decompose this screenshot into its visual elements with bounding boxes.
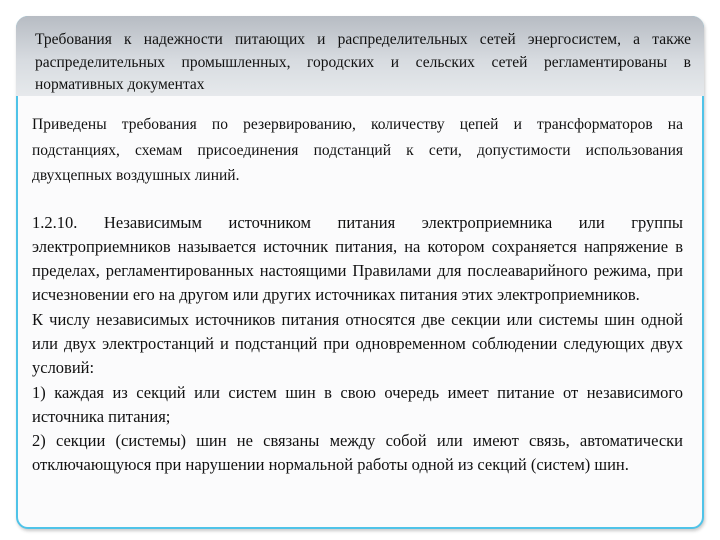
condition-1: 1) каждая из секций или систем шин в свою очередь имеет питание от независимого источника питания; [32,382,683,426]
condition-2: 2) секции (системы) шин не связаны между собой или имеют связь, автоматически отключающуюся при нарушении нормальной работы одной из секций (систем) шин. [32,431,683,475]
paragraph-requirements: Приведены требования по резервированию, количеству цепей и трансформаторов на подстанциях, схемам присоединения подстанций к сети, допустимости использования двухцепных воздушных линий. [32,116,683,184]
paragraph-definition: 1.2.10. Независимым источником питания электроприемника или группы электроприемников называется источник питания, на котором сохраняется напряжение в пределах, регламентированных настоящими Правилами для послеаварийного режима, при исчезновении его на другом или других источниках питания этих электроприемников. [32,212,683,305]
intro-text: Требования к надежности питающих и распределительных сетей энергосистем, а также распределительных промышленных, городских и сельских сетей регламентированы в нормативных документах [35,31,691,93]
slide-content [32,112,683,478]
paragraph-spacer [32,189,683,211]
paragraph-independent-sources: К числу независимых источников питания относятся две секции или системы шин одной или двух электростанций и подстанций при одновременном соблюдении следующих двух условий: [32,309,683,378]
intro-box [16,16,704,96]
